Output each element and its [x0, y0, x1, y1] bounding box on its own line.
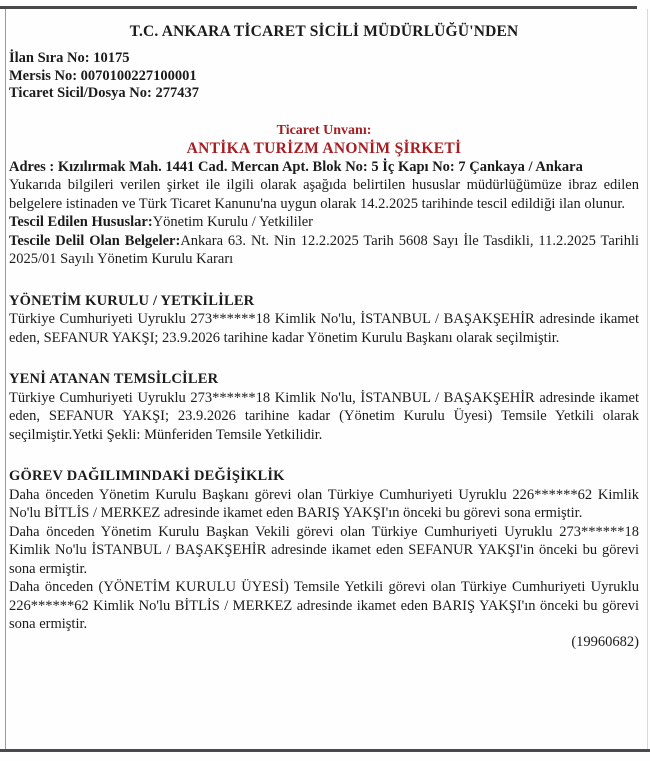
trade-name-caption: Ticaret Unvanı:	[276, 122, 372, 138]
section-representatives-body: Türkiye Cumhuriyeti Uyruklu 273******18 Kimlik No'lu, İSTANBUL / BAŞAKŞEHİR adresinde ikamet eden, SEFANUR YAKŞI; 23.9.2026 tarihine kadar (Yönetim Kurulu Üyesi) Temsile Yetkili olarak seçilmiştir.Yetki Şekli: Münferiden Temsile Yetkilidir.	[9, 389, 639, 443]
registered-matters-value: Yönetim Kurulu / Yetkililer	[152, 214, 314, 230]
section-board-members	[9, 292, 639, 348]
ilan-sira-label: İlan Sıra No:	[9, 50, 90, 66]
section-duty-changes	[9, 467, 639, 634]
right-rule	[647, 9, 648, 749]
section-board-heading: YÖNETİM KURULU / YETKİLİLER	[9, 292, 255, 309]
evidence-documents-value: Ankara 63. Nt. Nin 12.2.2025 Tarih 5608 Sayı İle Tasdikli, 11.2.2025 Tarihli 2025/01 Sayılı Yönetim Kurulu Kararı	[9, 232, 640, 267]
registered-matters-label: Tescil Edilen Hususlar:	[9, 214, 153, 230]
mersis-line	[9, 68, 639, 86]
mersis-label: Mersis No:	[9, 67, 78, 84]
announcement-intro: Yukarıda bilgileri verilen şirket ile ilgili olarak aşağıda belirtilen hususlar müdürlüğümüze ibraz edilen belgelere istinaden ve Türk Ticaret Kanunu'na uygun olarak 14.2.2025 tarihinde tescil edildiği ilan olunur.	[9, 177, 639, 212]
company-name: ANTİKA TURİZM ANONİM ŞİRKETİ	[186, 139, 462, 157]
address-label: Adres :	[9, 158, 55, 175]
registered-matters-line	[9, 213, 639, 232]
duty-change-paragraph-3: Daha önceden (YÖNETİM KURULU ÜYESİ) Temsile Yetkili görevi olan Türkiye Cumhuriyeti Uyruklu 226******62 Kimlik No'lu BİTLİS / MERKEZ adresinde ikamet eden BARIŞ YAKŞI'ın önceki bu görevi sona ermiştir.	[9, 579, 639, 632]
left-rule	[5, 9, 6, 749]
mersis-value: 0070100227100001	[77, 67, 197, 84]
section-representatives-heading: YENİ ATANAN TEMSİLCİLER	[9, 371, 219, 387]
duty-change-paragraph-1: Daha önceden Yönetim Kurulu Başkanı görevi olan Türkiye Cumhuriyeti Uyruklu 226******62 Kimlik No'lu BİTLİS / MERKEZ adresinde ikamet eden BARIŞ YAKŞI'ın önceki bu görevi sona ermiştir.	[9, 486, 639, 521]
sicil-dosya-value: 277437	[151, 85, 199, 101]
evidence-documents-line	[9, 232, 639, 269]
duty-change-paragraph-2: Daha önceden Yönetim Kurulu Başkan Vekili görevi olan Türkiye Cumhuriyeti Uyruklu 273******18 Kimlik No'lu İSTANBUL / BAŞAKŞEHİR adresinde ikamet eden SEFANUR YAKŞI'in önceki bu görevi sona ermiştir.	[9, 523, 639, 577]
ilan-sira-value: 10175	[89, 50, 130, 66]
registry-info-block	[9, 50, 639, 103]
section-duty-heading: GÖREV DAĞILIMINDAKİ DEĞİŞİKLİK	[9, 468, 285, 484]
address-value: Kızılırmak Mah. 1441 Cad. Mercan Apt. Blok No: 5 İç Kapı No: 7 Çankaya / Ankara	[54, 158, 583, 175]
sicil-dosya-label: Ticaret Sicil/Dosya No:	[9, 85, 152, 101]
trade-name-block	[9, 122, 639, 158]
section-new-representatives	[9, 370, 639, 444]
gazette-number: (19960682)	[571, 633, 639, 650]
bottom-rule	[0, 749, 650, 752]
sicil-dosya-line	[9, 85, 639, 103]
address-line	[9, 158, 639, 177]
section-board-body: Türkiye Cumhuriyeti Uyruklu 273******18 Kimlik No'lu, İSTANBUL / BAŞAKŞEHİR adresinde ikamet eden, SEFANUR YAKŞI; 23.9.2026 tarihine kadar Yönetim Kurulu Başkanı olarak seçilmiştir.	[9, 311, 639, 346]
page-title: T.C. ANKARA TİCARET SİCİLİ MÜDÜRLÜĞÜ'NDEN	[129, 23, 519, 40]
evidence-documents-label: Tescile Delil Olan Belgeler:	[9, 232, 181, 249]
ilan-sira-line	[9, 50, 639, 68]
document-content	[9, 9, 639, 651]
